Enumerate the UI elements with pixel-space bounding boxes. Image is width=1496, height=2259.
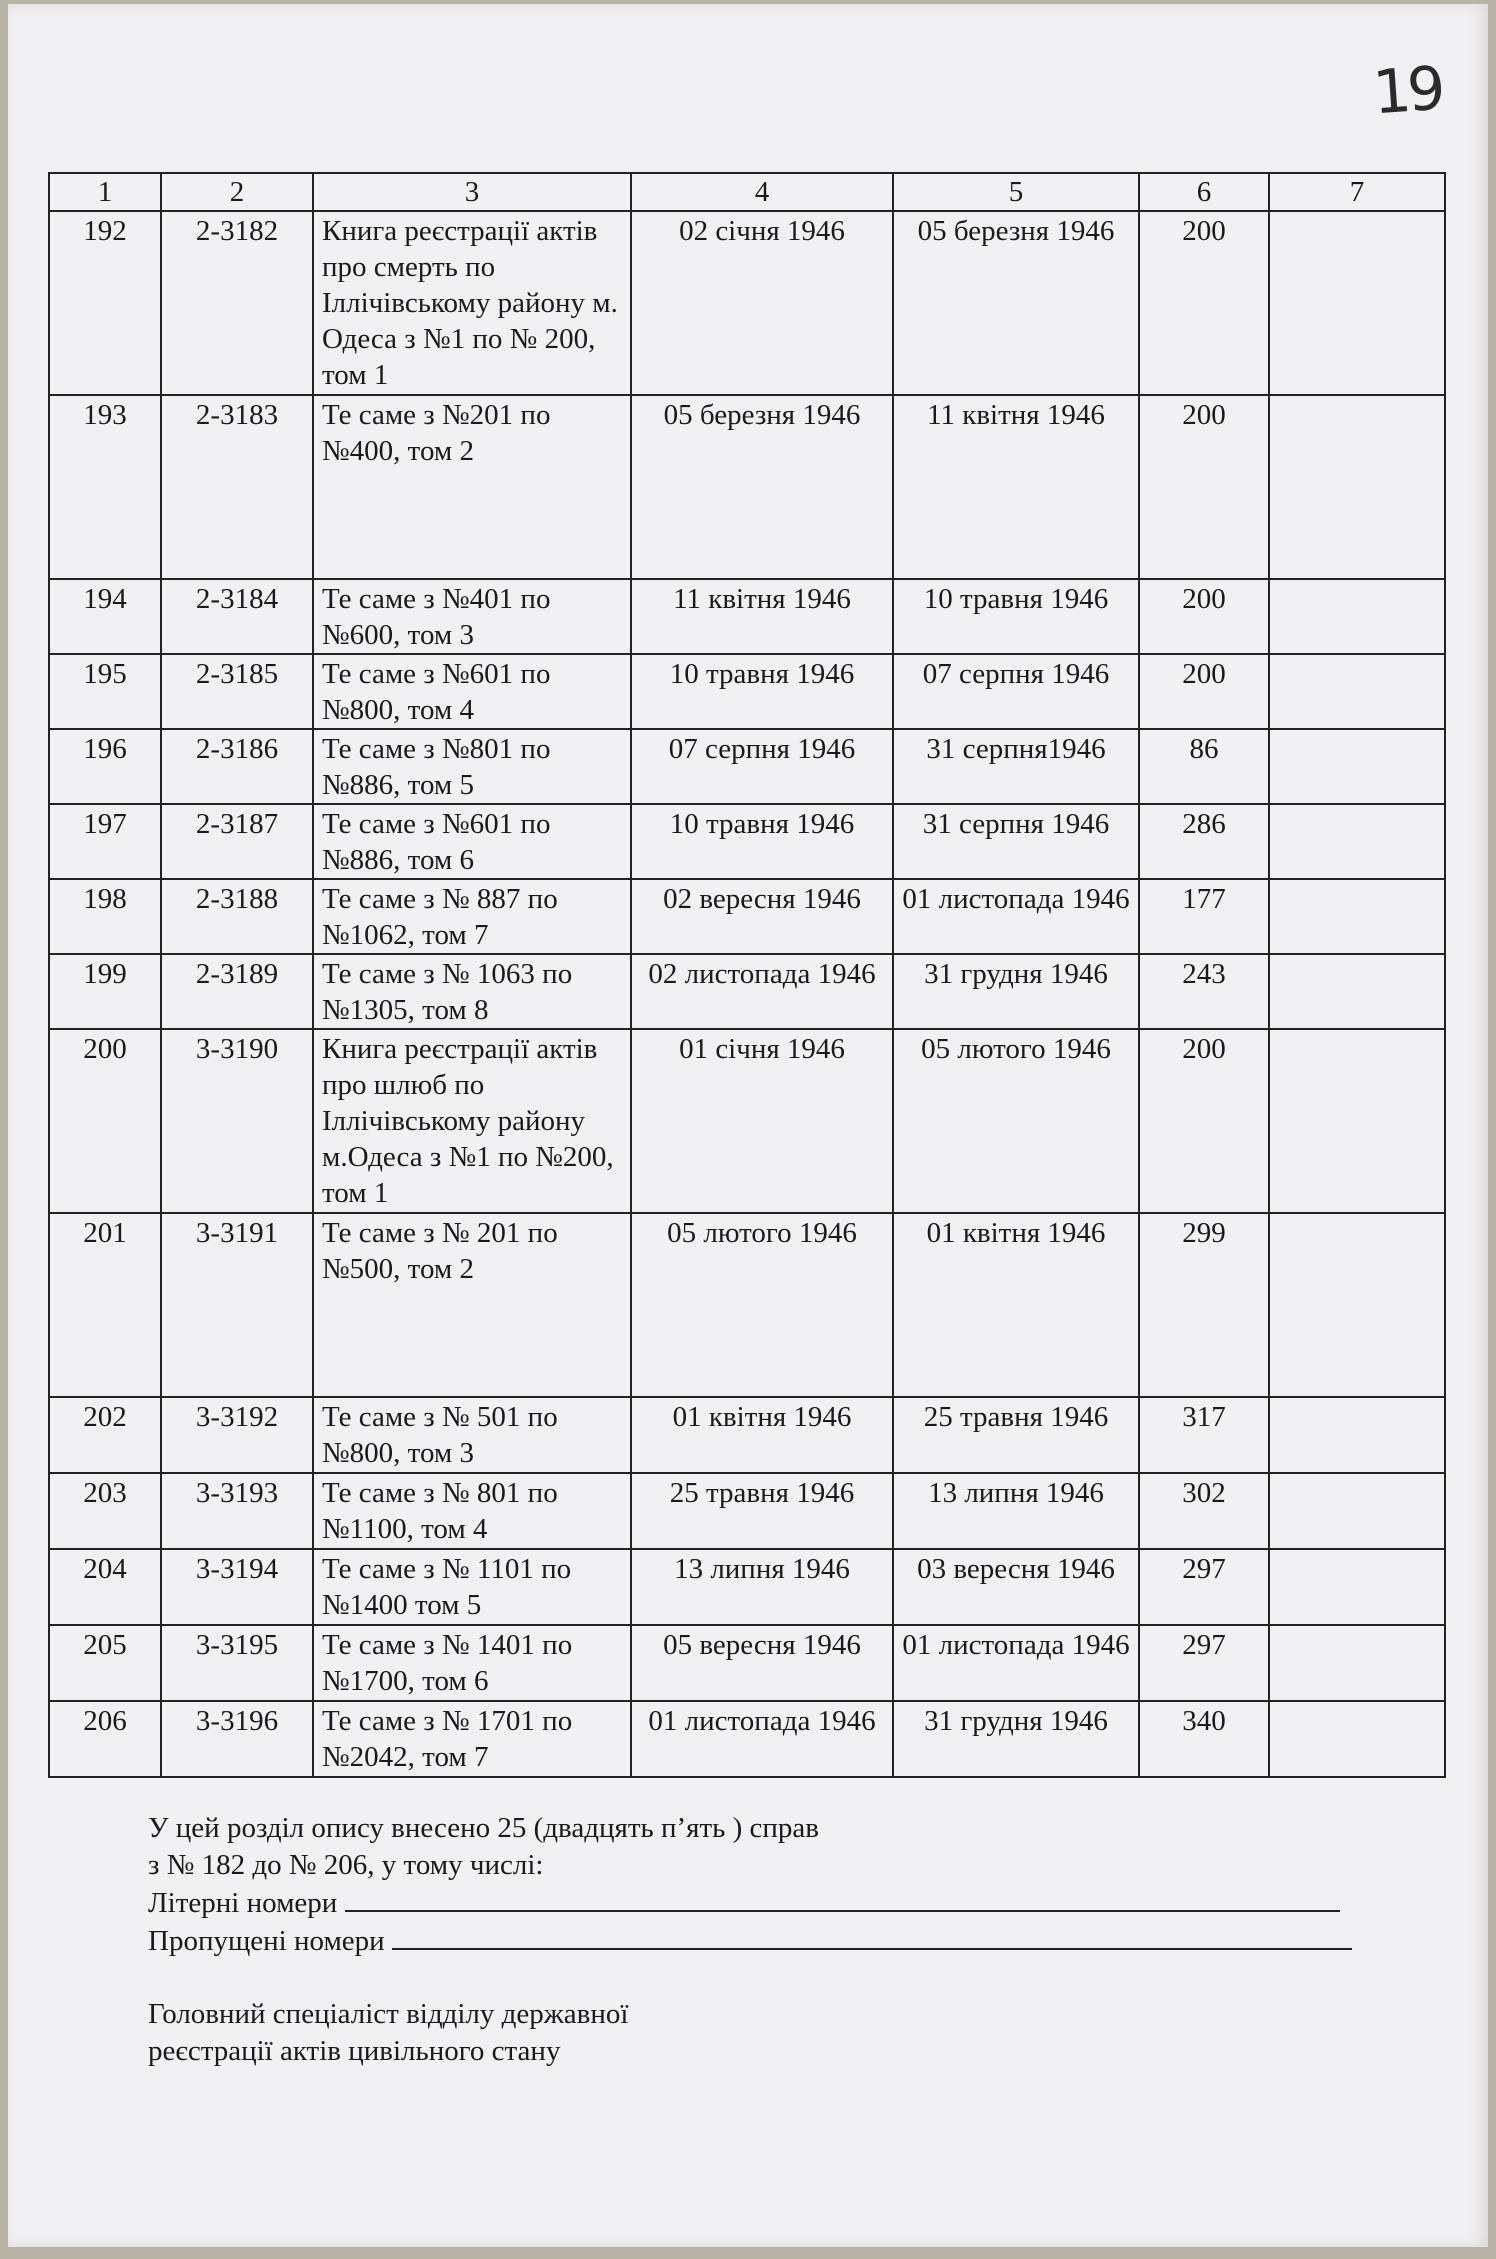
- cell-title: Те саме з № 1401 по №1700, том 6: [313, 1625, 631, 1701]
- cell-number: 195: [49, 654, 161, 729]
- cell-count: 297: [1139, 1625, 1269, 1701]
- cell-title: Те саме з № 1063 по №1305, том 8: [313, 954, 631, 1029]
- missing-numbers-label: Пропущені номери: [148, 1925, 385, 1957]
- cell-code: 3-3194: [161, 1549, 313, 1625]
- header-row: [49, 173, 1445, 211]
- cell-start-date: 02 листопада 1946: [631, 954, 893, 1029]
- cell-start-date: 05 лютого 1946: [631, 1213, 893, 1397]
- document-page: [8, 4, 1488, 2247]
- column-header: 2: [161, 173, 313, 211]
- column-header: 6: [1139, 173, 1269, 211]
- cell-code: 3-3195: [161, 1625, 313, 1701]
- cell-code: 2-3186: [161, 729, 313, 804]
- cell-title: Книга реєстрації актів про смерть по Іллічівському району м. Одеса з №1 по № 200, том 1: [313, 211, 631, 395]
- cell-end-date: 01 листопада 1946: [893, 1625, 1139, 1701]
- cell-title: Те саме з № 1101 по №1400 том 5: [313, 1549, 631, 1625]
- cell-title: Те саме з № 201 по №500, том 2: [313, 1213, 631, 1397]
- table-row: [49, 1213, 1445, 1397]
- handwritten-page-number: 19: [1370, 53, 1444, 129]
- cell-title: Те саме з № 501 по №800, том 3: [313, 1397, 631, 1473]
- table-row: [49, 1701, 1445, 1777]
- cell-start-date: 01 січня 1946: [631, 1029, 893, 1213]
- cell-end-date: 01 квітня 1946: [893, 1213, 1139, 1397]
- cell-end-date: 01 листопада 1946: [893, 879, 1139, 954]
- signature-block: [148, 1996, 628, 2070]
- cell-note: [1269, 1213, 1445, 1397]
- cell-number: 205: [49, 1625, 161, 1701]
- column-header: 5: [893, 173, 1139, 211]
- cell-title: Те саме з № 801 по №1100, том 4: [313, 1473, 631, 1549]
- cell-start-date: 05 березня 1946: [631, 395, 893, 579]
- cell-count: 200: [1139, 654, 1269, 729]
- cell-count: 200: [1139, 579, 1269, 654]
- cell-title: Те саме з №801 по №886, том 5: [313, 729, 631, 804]
- cell-number: 199: [49, 954, 161, 1029]
- cell-count: 200: [1139, 1029, 1269, 1213]
- cell-code: 2-3182: [161, 211, 313, 395]
- cell-code: 2-3187: [161, 804, 313, 879]
- cell-note: [1269, 1029, 1445, 1213]
- table-row: [49, 1397, 1445, 1473]
- table-row: [49, 654, 1445, 729]
- table-row: [49, 1625, 1445, 1701]
- summary-line: У цей розділ опису внесено 25 (двадцять п’ять ) справ: [148, 1812, 819, 1844]
- cell-title: Те саме з №401 по №600, том 3: [313, 579, 631, 654]
- cell-code: 2-3183: [161, 395, 313, 579]
- cell-number: 203: [49, 1473, 161, 1549]
- cell-start-date: 25 травня 1946: [631, 1473, 893, 1549]
- cell-title: Те саме з №201 по №400, том 2: [313, 395, 631, 579]
- table-row: [49, 1549, 1445, 1625]
- cell-code: 2-3189: [161, 954, 313, 1029]
- cell-count: 297: [1139, 1549, 1269, 1625]
- missing-numbers-line: [148, 1922, 1368, 1960]
- cell-note: [1269, 1701, 1445, 1777]
- cell-number: 206: [49, 1701, 161, 1777]
- section-summary: [148, 1810, 1368, 1960]
- cell-code: 3-3190: [161, 1029, 313, 1213]
- cell-title: Те саме з № 1701 по №2042, том 7: [313, 1701, 631, 1777]
- table-row: [49, 579, 1445, 654]
- cell-start-date: 02 вересня 1946: [631, 879, 893, 954]
- cell-count: 302: [1139, 1473, 1269, 1549]
- cell-code: 2-3184: [161, 579, 313, 654]
- table-row: [49, 395, 1445, 579]
- cell-code: 3-3192: [161, 1397, 313, 1473]
- cell-note: [1269, 1549, 1445, 1625]
- cell-end-date: 10 травня 1946: [893, 579, 1139, 654]
- cell-note: [1269, 954, 1445, 1029]
- cell-end-date: 25 травня 1946: [893, 1397, 1139, 1473]
- cell-start-date: 11 квітня 1946: [631, 579, 893, 654]
- cell-title: Книга реєстрації актів про шлюб по Іллічівському району м.Одеса з №1 по №200, том 1: [313, 1029, 631, 1213]
- cell-end-date: 11 квітня 1946: [893, 395, 1139, 579]
- cell-note: [1269, 1397, 1445, 1473]
- cell-start-date: 01 квітня 1946: [631, 1397, 893, 1473]
- cell-code: 2-3188: [161, 879, 313, 954]
- cell-count: 177: [1139, 879, 1269, 954]
- table-row: [49, 804, 1445, 879]
- cell-end-date: 31 серпня 1946: [893, 804, 1139, 879]
- cell-number: 202: [49, 1397, 161, 1473]
- signature-line: реєстрації актів цивільного стану: [148, 2035, 561, 2067]
- cell-count: 317: [1139, 1397, 1269, 1473]
- column-header: 1: [49, 173, 161, 211]
- cell-count: 200: [1139, 395, 1269, 579]
- cell-start-date: 07 серпня 1946: [631, 729, 893, 804]
- cell-start-date: 13 липня 1946: [631, 1549, 893, 1625]
- cell-end-date: 03 вересня 1946: [893, 1549, 1139, 1625]
- cell-number: 200: [49, 1029, 161, 1213]
- cell-code: 3-3193: [161, 1473, 313, 1549]
- cell-start-date: 10 травня 1946: [631, 654, 893, 729]
- signature-line: Головний спеціаліст відділу державної: [148, 1998, 629, 2030]
- cell-title: Те саме з №601 по №800, том 4: [313, 654, 631, 729]
- register-table: [48, 172, 1446, 1778]
- cell-note: [1269, 395, 1445, 579]
- table-row: [49, 1473, 1445, 1549]
- cell-start-date: 02 січня 1946: [631, 211, 893, 395]
- cell-number: 204: [49, 1549, 161, 1625]
- cell-end-date: 05 лютого 1946: [893, 1029, 1139, 1213]
- column-header: 4: [631, 173, 893, 211]
- cell-title: Те саме з №601 по №886, том 6: [313, 804, 631, 879]
- cell-end-date: 31 грудня 1946: [893, 1701, 1139, 1777]
- cell-end-date: 31 грудня 1946: [893, 954, 1139, 1029]
- table-row: [49, 729, 1445, 804]
- column-header: 7: [1269, 173, 1445, 211]
- cell-number: 198: [49, 879, 161, 954]
- literal-numbers-blank: [345, 1884, 1340, 1912]
- cell-number: 201: [49, 1213, 161, 1397]
- cell-code: 3-3196: [161, 1701, 313, 1777]
- cell-count: 86: [1139, 729, 1269, 804]
- table-row: [49, 954, 1445, 1029]
- cell-note: [1269, 1625, 1445, 1701]
- cell-number: 196: [49, 729, 161, 804]
- table-row: [49, 211, 1445, 395]
- cell-note: [1269, 879, 1445, 954]
- literal-numbers-label: Літерні номери: [148, 1887, 338, 1919]
- cell-number: 192: [49, 211, 161, 395]
- cell-title: Те саме з № 887 по №1062, том 7: [313, 879, 631, 954]
- cell-end-date: 13 липня 1946: [893, 1473, 1139, 1549]
- table-row: [49, 1029, 1445, 1213]
- cell-note: [1269, 1473, 1445, 1549]
- cell-code: 2-3185: [161, 654, 313, 729]
- cell-code: 3-3191: [161, 1213, 313, 1397]
- cell-note: [1269, 211, 1445, 395]
- cell-number: 193: [49, 395, 161, 579]
- cell-count: 286: [1139, 804, 1269, 879]
- cell-count: 340: [1139, 1701, 1269, 1777]
- missing-numbers-blank: [392, 1922, 1352, 1950]
- cell-note: [1269, 654, 1445, 729]
- cell-count: 200: [1139, 211, 1269, 395]
- cell-count: 243: [1139, 954, 1269, 1029]
- cell-number: 194: [49, 579, 161, 654]
- cell-note: [1269, 729, 1445, 804]
- cell-count: 299: [1139, 1213, 1269, 1397]
- cell-end-date: 07 серпня 1946: [893, 654, 1139, 729]
- summary-line: з № 182 до № 206, у тому числі:: [148, 1849, 544, 1881]
- cell-note: [1269, 804, 1445, 879]
- cell-note: [1269, 579, 1445, 654]
- cell-number: 197: [49, 804, 161, 879]
- cell-start-date: 05 вересня 1946: [631, 1625, 893, 1701]
- cell-end-date: 05 березня 1946: [893, 211, 1139, 395]
- cell-end-date: 31 серпня1946: [893, 729, 1139, 804]
- column-header: 3: [313, 173, 631, 211]
- literal-numbers-line: [148, 1884, 1368, 1922]
- table-row: [49, 879, 1445, 954]
- cell-start-date: 01 листопада 1946: [631, 1701, 893, 1777]
- cell-start-date: 10 травня 1946: [631, 804, 893, 879]
